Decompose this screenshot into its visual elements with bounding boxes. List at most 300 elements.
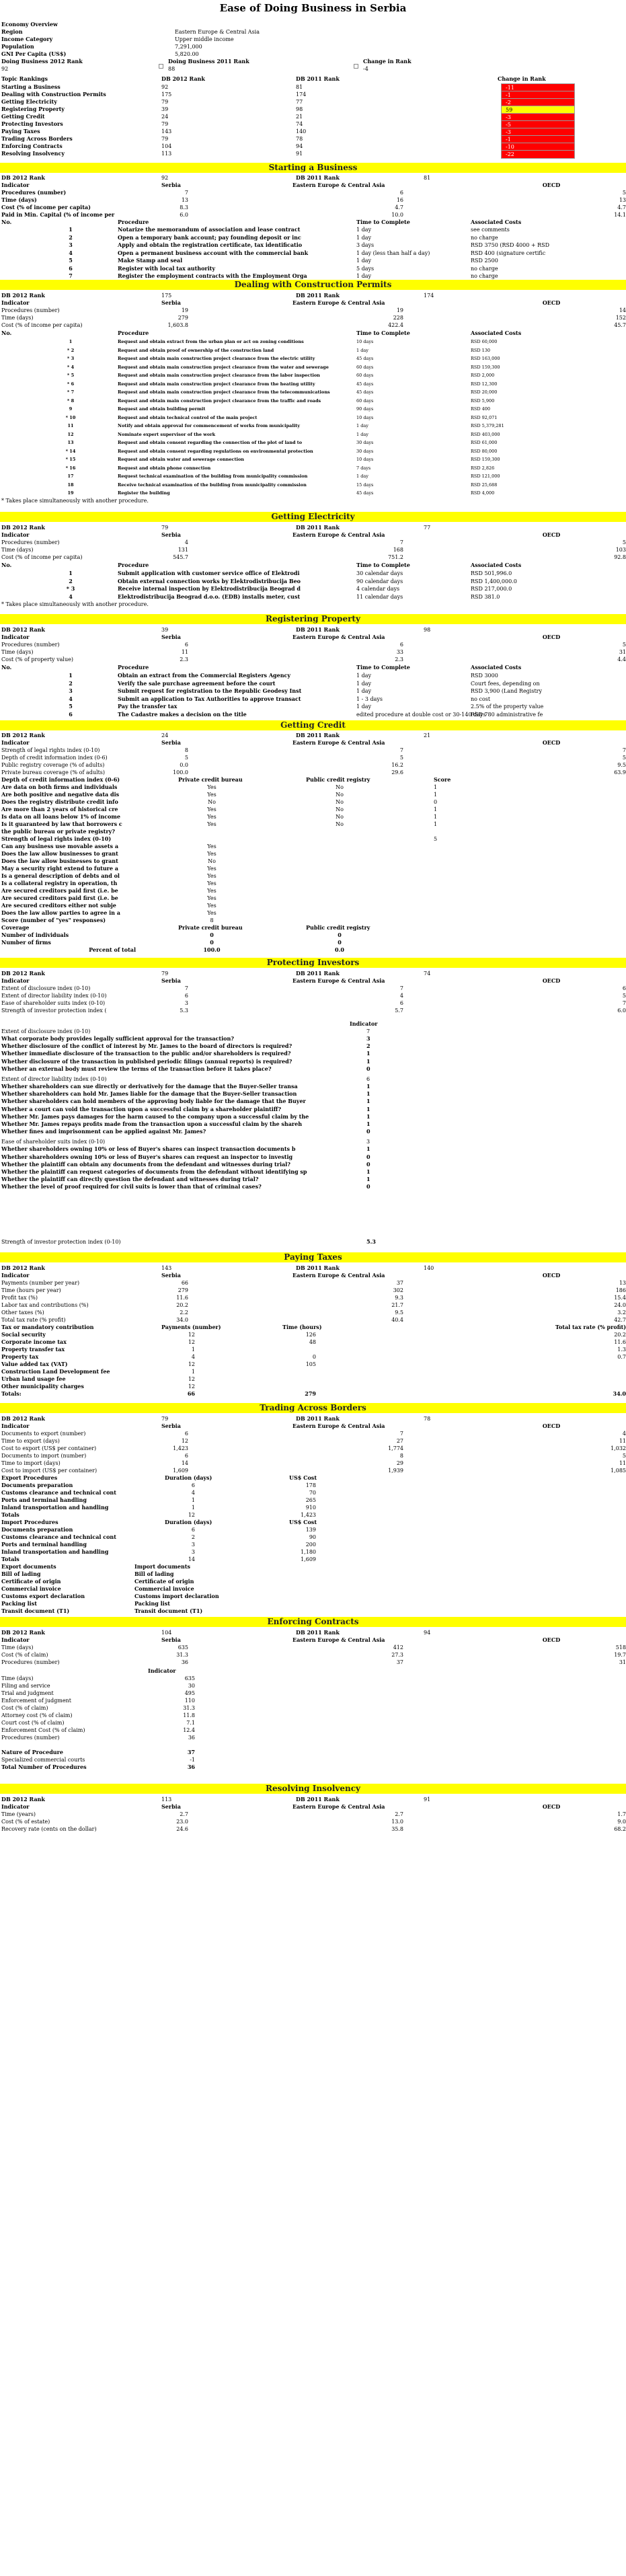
table-cell: Cost (% of income per capita): [1, 554, 83, 560]
table-cell: DB 2012 Rank: [161, 75, 205, 82]
table-cell: 88: [168, 66, 175, 72]
table-cell: 79: [161, 99, 169, 105]
procedure-row: [0, 241, 626, 250]
table-cell: 59: [501, 106, 575, 114]
table-cell: 1 day: [356, 273, 372, 279]
overview-row: [0, 43, 626, 50]
table-cell: 1: [191, 1369, 195, 1375]
table-cell: Serbia: [161, 1636, 181, 1643]
table-cell: 81: [424, 175, 431, 181]
topic-row: [0, 120, 626, 128]
table-cell: 104: [161, 1630, 172, 1636]
tax-row: [0, 1383, 626, 1390]
table-cell: Trial and judgment: [1, 1690, 54, 1696]
table-cell: 279: [178, 1287, 188, 1293]
table-cell: 175: [161, 91, 172, 98]
table-cell: 9.3: [395, 1295, 403, 1301]
table-cell: Whether the plaintiff can directly question the defendant and witnesses during trial?: [1, 1176, 259, 1183]
table-cell: Number of firms: [1, 939, 51, 946]
table-cell: Whether disclosure of the transaction in published periodic filings (annual reports) is required?: [1, 1057, 292, 1065]
topic-row: [0, 113, 626, 120]
table-cell: 31.3: [183, 1705, 195, 1711]
procedure-row: [0, 570, 626, 578]
table-cell: 4: [191, 1354, 195, 1360]
table-cell: 18: [67, 482, 74, 488]
table-cell: Request and obtain consent regarding the connection of the plot of land to: [118, 440, 303, 445]
investor-question-row: [0, 1145, 626, 1153]
table-cell: 1: [366, 1090, 370, 1098]
indicator-row: [0, 1316, 626, 1324]
table-cell: OECD: [542, 977, 561, 984]
table-cell: Request and obtain phone connection: [118, 465, 211, 471]
table-cell: 1 day: [356, 347, 368, 353]
overview-row: [0, 36, 626, 43]
table-cell: 0: [312, 1354, 316, 1360]
table-cell: RSD 60,000: [471, 339, 498, 344]
table-cell: Commercial invoice: [134, 1585, 194, 1592]
table-cell: 79: [161, 121, 169, 127]
table-cell: Yes: [207, 821, 217, 827]
table-cell: 13: [619, 1280, 626, 1286]
table-cell: * 6: [67, 381, 75, 387]
table-cell: 79: [161, 1416, 169, 1422]
table-cell: 11: [619, 1438, 626, 1444]
indicator-label: [0, 1020, 626, 1028]
table-cell: RSD 5,379,281: [471, 423, 504, 428]
table-cell: 279: [305, 1390, 316, 1397]
table-cell: Request and obtain building permit: [118, 406, 206, 412]
table-cell: 14.1: [614, 212, 626, 218]
table-cell: 6: [184, 1431, 188, 1437]
table-cell: No: [336, 821, 344, 827]
section-header-trading-across-borders: Trading Across Borders: [0, 1403, 626, 1413]
table-cell: DB 2012 Rank: [1, 1264, 45, 1271]
table-cell: 1,180: [301, 1549, 316, 1555]
table-cell: Other taxes (%): [1, 1310, 44, 1316]
table-cell: Whether shareholders owning 10% or less of Buyer's shares can request an inspector to investig: [1, 1153, 293, 1160]
investor-group-header: [0, 1138, 626, 1145]
table-cell: Enforcement Cost (% of claim): [1, 1727, 85, 1733]
table-cell: 103: [615, 547, 626, 553]
tax-header: [0, 1324, 626, 1331]
coverage-row: [0, 932, 626, 939]
table-cell: DB 2011 Rank: [296, 292, 340, 299]
indicator-row: [0, 641, 626, 648]
indicator-row: [0, 1825, 626, 1833]
table-cell: * 2: [67, 347, 75, 353]
table-cell: Import Procedures: [1, 1519, 58, 1525]
table-cell: Recovery rate (cents on the dollar): [1, 1826, 97, 1832]
table-cell: Register the building: [118, 490, 170, 496]
table-cell: 2.5% of the property value: [471, 704, 544, 710]
investor-question-row: [0, 1058, 626, 1065]
table-cell: Whether the plaintiff can obtain any documents from the defendant and witnesses during trial?: [1, 1160, 290, 1168]
procedure-row: [0, 338, 626, 346]
table-cell: 8: [184, 747, 188, 753]
section-header-starting-business: Starting a Business: [0, 163, 626, 173]
table-cell: 13.0: [391, 1819, 403, 1825]
table-cell: Are secured creditors paid first (i.e. be: [1, 887, 118, 894]
table-cell: RSD 3750 (RSD 4000 + RSD: [471, 242, 550, 248]
table-cell: Payments (number per year): [1, 1280, 80, 1286]
indicator-row: [0, 314, 626, 321]
table-cell: Eastern Europe & Central Asia: [292, 977, 385, 984]
table-cell: Verify the sale purchase agreement before the court: [118, 679, 276, 687]
indicator-row: [0, 1818, 626, 1825]
tax-row: [0, 1368, 626, 1375]
table-cell: Apply and obtain the registration certificate, tax identificatio: [118, 241, 303, 248]
indicator-label: [0, 1667, 626, 1675]
table-cell: 11: [619, 1460, 626, 1466]
table-cell: Is it guaranteed by law that borrowers c: [1, 821, 122, 827]
table-cell: 1,609: [173, 1468, 188, 1474]
procedure-row: [0, 422, 626, 430]
investor-question-row: [0, 1098, 626, 1105]
table-cell: 12.4: [183, 1727, 195, 1733]
table-cell: DB 2011 Rank: [296, 1264, 340, 1271]
table-cell: Whether immediate disclosure of the transaction to the public and/or shareholders is required?: [1, 1050, 291, 1057]
table-cell: 0: [210, 932, 214, 938]
table-cell: Time to Complete: [356, 664, 410, 671]
table-cell: 1: [69, 672, 73, 679]
rank-row: [0, 1629, 626, 1636]
import-row: [0, 1526, 626, 1533]
table-cell: DB 2011 Rank: [296, 75, 340, 82]
contract-detail-row: [0, 1697, 626, 1704]
table-cell: 60 days: [356, 373, 374, 378]
table-cell: 39: [161, 627, 169, 633]
table-cell: 7: [399, 539, 403, 545]
indicator-row: [0, 1437, 626, 1445]
table-cell: Resolving Insolvency: [1, 150, 65, 157]
procedure-row: [0, 593, 626, 601]
procedure-row: [0, 455, 626, 464]
table-cell: DB 2012 Rank: [1, 1796, 45, 1803]
table-cell: 7: [399, 747, 403, 753]
table-cell: DB 2012 Rank: [1, 1629, 45, 1636]
table-cell: 6.0: [180, 212, 188, 218]
table-cell: Duration (days): [165, 1519, 212, 1525]
table-cell: 279: [178, 315, 188, 321]
table-cell: Certificate of origin: [1, 1578, 61, 1585]
table-cell: -22: [501, 150, 575, 159]
indicator-row: [0, 1309, 626, 1316]
table-cell: Procedures (number): [1, 539, 60, 545]
indicator-header: [0, 1803, 626, 1811]
table-cell: Yes: [207, 806, 217, 812]
coverage-row: [0, 939, 626, 946]
legal-rights-row: [0, 872, 626, 880]
table-cell: 104: [161, 143, 172, 149]
table-cell: 42.7: [614, 1317, 626, 1323]
table-cell: 0: [210, 939, 214, 946]
table-cell: DB 2012 Rank: [1, 1415, 45, 1422]
table-cell: 48: [309, 1339, 316, 1345]
table-cell: 30 calendar days: [356, 570, 403, 576]
table-cell: OECD: [542, 1803, 561, 1810]
table-cell: Procedure: [118, 664, 149, 671]
table-cell: Submit request for registration to the Republic Geodesy Inst: [118, 687, 302, 694]
table-cell: Request and obtain main construction project clearance from the electric utility: [118, 356, 315, 361]
table-cell: 15 days: [356, 482, 374, 488]
table-cell: * 15: [65, 457, 76, 462]
table-cell: 13: [181, 197, 188, 203]
indicator-word: Indicator: [148, 1667, 176, 1674]
table-cell: 21: [424, 732, 431, 738]
procedure-row: [0, 346, 626, 355]
table-cell: Indicator: [1, 634, 30, 640]
table-cell: * 3: [66, 585, 75, 592]
table-cell: Time (hours per year): [1, 1287, 61, 1293]
documents-row: [0, 1600, 626, 1607]
table-cell: 15.4: [614, 1295, 626, 1301]
indicator-row: [0, 1007, 626, 1014]
table-cell: 7,291,000: [175, 44, 202, 50]
table-cell: What corporate body provides legally sufficient approval for the transaction?: [1, 1035, 234, 1042]
table-cell: Customs export declaration: [1, 1593, 85, 1599]
table-cell: Nominate expert supervisor of the work: [118, 431, 216, 437]
table-cell: 5: [184, 755, 188, 761]
indicator-row: [0, 992, 626, 999]
table-cell: 2: [69, 679, 73, 687]
table-cell: OECD: [542, 739, 561, 746]
table-cell: Cost (% of income per capita): [1, 322, 83, 328]
table-cell: 7: [622, 1000, 626, 1006]
export-header: [0, 1474, 626, 1482]
table-cell: 90 calendar days: [356, 578, 403, 584]
table-cell: 1: [366, 1057, 370, 1065]
import-row: [0, 1548, 626, 1556]
table-cell: Eastern Europe & Central Asia: [292, 182, 385, 188]
table-cell: RSD 381.0: [471, 593, 500, 600]
contract-detail-row: [0, 1749, 626, 1756]
table-cell: Associated Costs: [471, 562, 522, 568]
table-cell: RSD 2,000: [471, 373, 495, 378]
table-cell: RSD 163,000: [471, 356, 500, 361]
investor-question-row: [0, 1153, 626, 1161]
table-cell: 6: [69, 710, 73, 718]
procedure-row: [0, 272, 626, 280]
table-cell: Enforcement of judgment: [1, 1698, 71, 1704]
table-cell: Attorney cost (% of claim): [1, 1712, 73, 1718]
table-cell: Indicator: [1, 1272, 30, 1279]
table-cell: -10: [501, 143, 575, 151]
indicator-row: [0, 747, 626, 754]
table-cell: 2: [366, 1043, 370, 1050]
contract-detail-row: [0, 1764, 626, 1771]
section-header-registering-property: Registering Property: [0, 614, 626, 624]
group-total: 6: [366, 1076, 370, 1082]
table-cell: Is data on all loans below 1% of income: [1, 813, 120, 820]
table-cell: 1: [191, 1347, 195, 1353]
table-cell: 34.0: [613, 1390, 626, 1397]
table-cell: DB 2011 Rank: [296, 732, 340, 738]
table-cell: 10.0: [391, 212, 403, 218]
contract-detail-row: [0, 1756, 626, 1764]
table-cell: 1 day: [356, 227, 372, 233]
table-cell: RSD 400 (signature certific: [471, 250, 546, 256]
table-cell: 4: [69, 249, 73, 256]
table-cell: Time to Complete: [356, 562, 410, 568]
procedure-row: [0, 464, 626, 473]
procedure-row: [0, 585, 626, 593]
table-cell: Ports and terminal handling: [1, 1497, 87, 1503]
table-cell: Other municipality charges: [1, 1383, 84, 1390]
table-cell: Procedure: [118, 219, 149, 225]
table-cell: Public credit registry: [306, 776, 370, 783]
table-cell: 1 - 3 days: [356, 695, 383, 702]
table-cell: 92.8: [614, 554, 626, 560]
indicator-header: [0, 531, 626, 539]
table-cell: 140: [296, 128, 307, 135]
table-cell: Enforcing Contracts: [1, 143, 63, 149]
table-cell: 113: [161, 151, 172, 157]
table-cell: Serbia: [161, 1423, 181, 1429]
table-cell: DB 2012 Rank: [1, 292, 45, 299]
table-cell: Total tax rate (% profit): [555, 1324, 626, 1330]
section-header-construction-permits: Dealing with Construction Permits: [0, 280, 626, 290]
table-cell: Starting a Business: [1, 83, 61, 90]
table-cell: 8: [399, 1453, 403, 1459]
table-cell: Cost to export (US$ per container): [1, 1445, 97, 1451]
table-cell: 5: [622, 755, 626, 761]
table-cell: Serbia: [161, 634, 181, 640]
table-cell: 228: [393, 315, 403, 321]
table-cell: no cost: [471, 695, 491, 702]
table-cell: Submit application with customer service office of Elektrodi: [118, 570, 300, 576]
table-cell: Yes: [207, 888, 217, 894]
indicator-header: [0, 1636, 626, 1644]
table-cell: 6.0: [617, 1008, 626, 1014]
table-cell: Procedure: [118, 330, 149, 336]
investor-question-row: [0, 1176, 626, 1183]
table-cell: 77: [424, 525, 431, 531]
table-cell: 6: [622, 985, 626, 991]
table-cell: Property transfer tax: [1, 1346, 65, 1353]
table-cell: Change in Rank: [498, 75, 546, 82]
table-cell: 31: [619, 649, 626, 655]
rank-row: [0, 1264, 626, 1272]
table-cell: RSD 3,900 (Land Registry: [471, 688, 543, 694]
investor-question-row: [0, 1065, 626, 1073]
table-cell: Strength of investor protection index (: [1, 1008, 107, 1014]
table-cell: Court fees, depending on: [471, 680, 540, 687]
table-cell: 4: [399, 993, 403, 999]
table-cell: 13: [67, 440, 74, 445]
legal-rights-row: [0, 887, 626, 895]
indicator-row: [0, 761, 626, 769]
table-cell: 91: [424, 1796, 431, 1803]
table-cell: Change in Rank: [363, 58, 412, 65]
table-cell: Export documents: [1, 1563, 56, 1570]
legal-rights-row: [0, 917, 626, 924]
table-cell: 140: [424, 1265, 434, 1271]
table-cell: 5: [622, 190, 626, 196]
table-cell: 1: [69, 570, 73, 576]
table-cell: Extent of disclosure index (0-10): [1, 985, 91, 991]
table-cell: 1,603.8: [167, 322, 188, 328]
table-cell: 0.7: [617, 1354, 626, 1360]
table-cell: Serbia: [161, 739, 181, 746]
investor-question-row: [0, 1168, 626, 1176]
table-cell: 12: [67, 431, 74, 437]
table-cell: 14: [181, 1460, 188, 1466]
investor-group-header: [0, 1028, 626, 1035]
table-cell: 1,423: [301, 1512, 316, 1518]
topic-row: [0, 128, 626, 135]
indicator-row: [0, 546, 626, 554]
table-cell: Does the registry distribute credit info: [1, 798, 118, 805]
table-cell: OECD: [542, 1423, 561, 1429]
legal-rights-row: [0, 843, 626, 850]
table-cell: 11: [67, 423, 74, 428]
table-cell: 0: [366, 1065, 370, 1072]
checkbox-icon[interactable]: [354, 64, 358, 69]
table-cell: -2: [501, 98, 575, 107]
table-cell: 27.3: [391, 1652, 403, 1658]
table-cell: 1,085: [611, 1468, 626, 1474]
table-cell: Eastern Europe & Central Asia: [292, 531, 385, 538]
table-cell: 36: [181, 1659, 188, 1665]
table-cell: RSD 2500: [471, 258, 498, 264]
table-cell: Yes: [207, 903, 217, 909]
table-cell: 0.0: [180, 762, 188, 768]
table-cell: Serbia: [161, 182, 181, 188]
table-cell: 16.2: [391, 762, 403, 768]
table-cell: Export Procedures: [1, 1474, 58, 1481]
table-cell: 9.5: [395, 1310, 403, 1316]
table-cell: 4.7: [395, 204, 403, 211]
table-cell: Coverage: [1, 924, 30, 931]
table-cell: 5.7: [395, 1008, 403, 1014]
table-cell: Transit document (T1): [134, 1607, 203, 1614]
table-cell: 33: [396, 649, 403, 655]
table-cell: * Takes place simultaneously with another procedure.: [1, 498, 149, 504]
table-cell: 131: [178, 547, 188, 553]
investor-question-row: [0, 1035, 626, 1043]
investor-group-header: [0, 1075, 626, 1083]
table-cell: -11: [501, 83, 575, 92]
table-cell: 10 days: [356, 457, 374, 462]
procedure-header: [0, 664, 626, 671]
table-cell: Bill of lading: [134, 1570, 174, 1577]
tax-row: [0, 1346, 626, 1353]
table-cell: Request and obtain main construction project clearance from the labor inspection: [118, 373, 320, 378]
table-cell: Time (days): [1, 315, 34, 321]
checkbox-icon[interactable]: [159, 64, 163, 69]
table-cell: 24: [161, 732, 169, 738]
table-cell: 94: [424, 1630, 431, 1636]
investor-question-row: [0, 1090, 626, 1098]
table-cell: 35.8: [391, 1826, 403, 1832]
table-cell: Yes: [207, 895, 217, 901]
table-cell: 1: [366, 1121, 370, 1127]
table-cell: 40.4: [391, 1317, 403, 1323]
table-cell: No: [208, 799, 216, 805]
section-header-getting-credit: Getting Credit: [0, 720, 626, 730]
table-cell: 79: [161, 525, 169, 531]
table-cell: No: [336, 814, 344, 820]
table-cell: 45 days: [356, 356, 374, 361]
indicator-row: [0, 196, 626, 204]
table-cell: 14: [619, 307, 626, 313]
procedure-row: [0, 388, 626, 397]
table-cell: 17: [67, 473, 74, 479]
table-cell: Commercial invoice: [1, 1585, 61, 1592]
table-cell: Request and obtain main construction project clearance from the water and sewerage: [118, 364, 329, 370]
table-cell: DB 2012 Rank: [1, 626, 45, 633]
table-cell: 5: [434, 836, 438, 842]
